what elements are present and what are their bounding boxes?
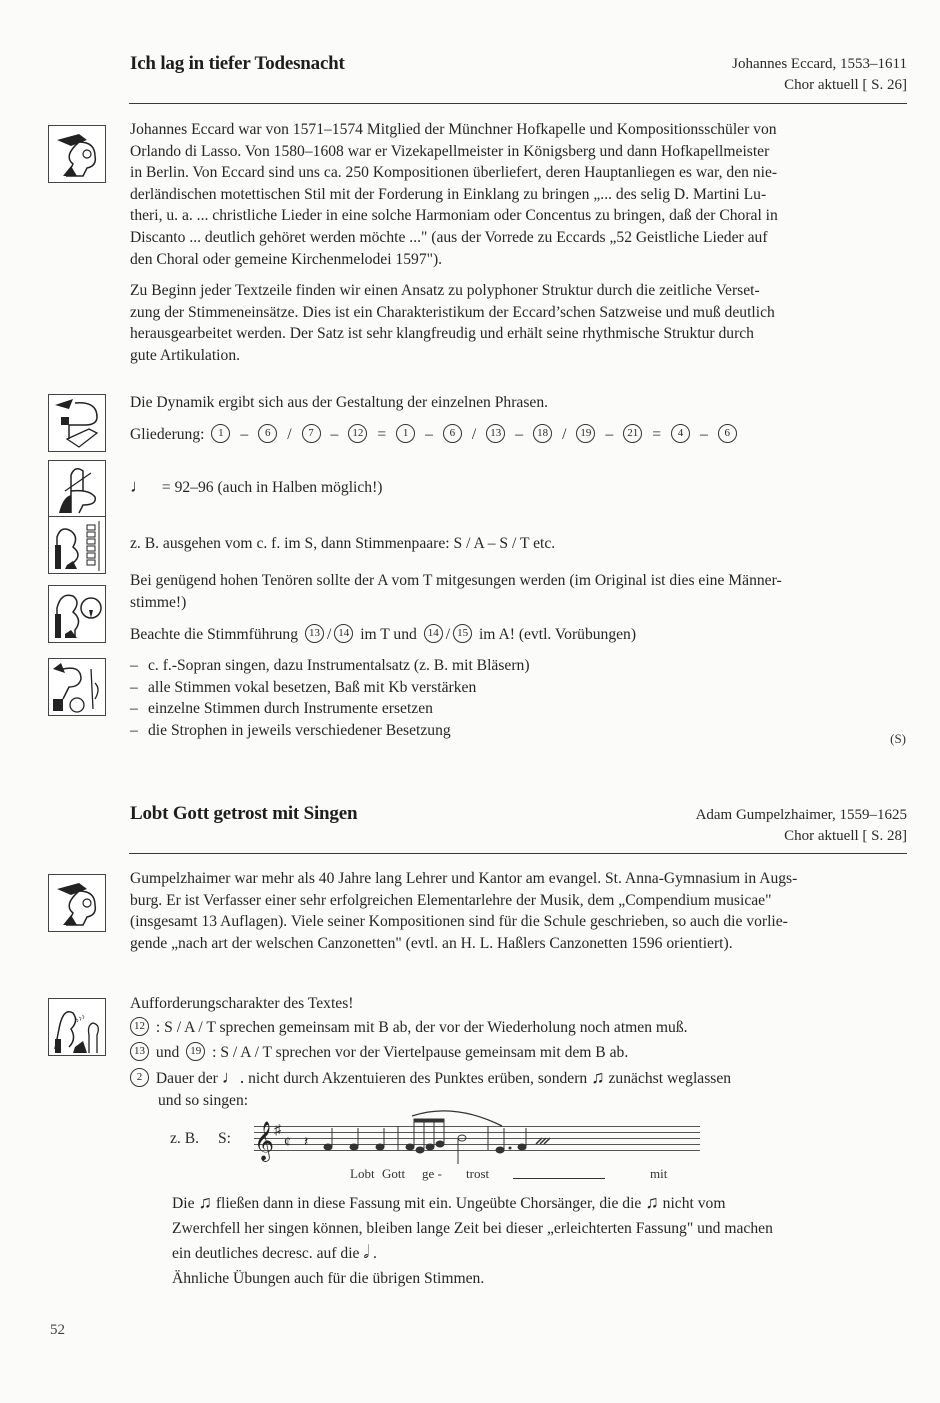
dotted-quarter-note-icon: ♩.: [221, 1067, 245, 1087]
text-span: im A! (evtl. Vorübungen): [478, 626, 637, 643]
speech-item: [130, 1067, 908, 1090]
melisma-line: [513, 1178, 605, 1179]
text-line: Johannes Eccard war von 1571–1574 Mitglied der Münchner Hofkapelle und Kompositionsschüler von: [130, 121, 777, 138]
bar-number-badge: 21: [623, 424, 642, 443]
text-line: Discanto ... deutlich gehöret werden möchte ..." (aus der Vorrede zu Eccards „52 Geistliche Lieder auf: [130, 228, 768, 246]
composer-portrait-icon: [48, 874, 106, 932]
note: [496, 1147, 504, 1153]
speech-item: [130, 1017, 908, 1039]
lyric-syllable: ge -: [422, 1166, 442, 1181]
range-dash: –: [515, 426, 524, 443]
list-item-text: c. f.-Sopran singen, dazu Instrumentalsatz (z. B. mit Bläsern): [148, 657, 530, 674]
note: [518, 1144, 526, 1150]
note: [350, 1144, 358, 1150]
list-item: – alle Stimmen vokal besetzen, Baß mit Kb verstärken: [130, 678, 477, 696]
bar-number-badge: 13: [130, 1042, 149, 1061]
text-line: theri, u. a. ... christliche Lieder in eine solche Harmoniam oder Concentus zu bringen, daß der Choral in: [130, 207, 778, 225]
list-item: – die Strophen in jeweils verschiedener Besetzung: [130, 721, 451, 739]
singer-face-icon: [48, 585, 106, 643]
voice-label: S:: [218, 1130, 232, 1147]
group-separator: =: [652, 426, 661, 443]
text-span: nicht vom: [662, 1195, 726, 1212]
composer-portrait-icon: [48, 125, 106, 183]
margin-marker: (S): [890, 731, 906, 746]
note: [416, 1147, 424, 1153]
group-separator: /: [287, 426, 292, 443]
list-item: – c. f.-Sopran singen, dazu Instrumentalsatz (z. B. mit Bläsern): [130, 657, 530, 674]
section-divider: [129, 853, 907, 854]
text-line: [172, 1192, 908, 1215]
bar-number-badge: 12: [348, 424, 367, 443]
half-note-icon: 𝅗𝅥: [363, 1242, 370, 1263]
lyric-syllable: mit: [650, 1166, 668, 1181]
tempo-marking: [130, 476, 908, 499]
lyric-syllable: Gott: [382, 1166, 406, 1181]
group-separator: /: [562, 426, 567, 443]
text-line: (insgesamt 13 Auflagen). Viele seiner Kompositionen sind für die Schule geschrieben, so auch die vorlie-: [130, 913, 788, 931]
composer-credit: Johannes Eccard, 1553–1611: [732, 56, 907, 72]
list-item-text: alle Stimmen vokal besetzen, Baß mit Kb verstärken: [148, 678, 477, 696]
treble-clef-icon: 𝄞: [254, 1121, 275, 1161]
intro-paragraph: [130, 119, 908, 270]
note: [406, 1144, 414, 1150]
bar-number-badge: 19: [186, 1042, 205, 1061]
bar-number-badge: 18: [533, 424, 552, 443]
bar-number-badge: 4: [671, 424, 690, 443]
bar-number-badge: 12: [130, 1017, 149, 1036]
note: [436, 1141, 444, 1147]
text-span: Beachte die Stimmführung: [130, 626, 299, 643]
sharp-icon: ♯: [274, 1123, 281, 1138]
speech-item-continued: und so singen:: [158, 1092, 249, 1109]
bar-number-badge: 1: [396, 424, 415, 443]
organ-pipes-icon: [48, 516, 106, 574]
bar-number-badge: 7: [302, 424, 321, 443]
text-line: Zwerchfell her singen können, bleiben lange Zeit bei dieser „erleichterten Fassung" und machen: [172, 1219, 773, 1237]
page-number: 52: [50, 1322, 65, 1338]
tenor-paragraph: [130, 570, 908, 613]
text-line: burg. Er ist Verfasser einer sehr erfolgreichen Elementarlehre der Musik, dem „Compendium musicae": [130, 891, 772, 909]
abbreviation-mark: [536, 1138, 550, 1144]
phrase-groups: [208, 426, 739, 443]
text-span: : S / A / T sprechen gemeinsam mit B ab, der vor der Wiederholung noch atmen muß.: [155, 1019, 688, 1036]
bar-number-badge: 13: [486, 424, 505, 443]
bar-number-badge: 14: [334, 624, 353, 643]
bar-number-badge: 19: [576, 424, 595, 443]
text-span: : S / A / T sprechen vor der Viertelpause gemeinsam mit dem B ab.: [212, 1044, 629, 1061]
slur: [412, 1111, 502, 1126]
range-dash: –: [700, 426, 708, 443]
text-line: derländischen motettischen Stil mit der Forderung in Einklang zu bringen „... des selig D. Martini Lu-: [130, 185, 767, 203]
note: [426, 1144, 434, 1150]
text-span: Dauer der: [155, 1070, 218, 1087]
text-line: den Choral oder gemeine Kirchenmelodei 1597").: [130, 250, 443, 268]
tempo-text: = 92–96 (auch in Halben möglich!): [161, 479, 383, 496]
quarter-note-icon: ♩: [130, 476, 148, 496]
intro-paragraph: [130, 868, 908, 954]
example-label: z. B.: [170, 1130, 200, 1147]
text-line: gende „nach art der welschen Canzonetten" (evtl. an H. L. Haßlers Canzonetten 1596 orientiert).: [130, 934, 733, 952]
eighth-notes-icon: ♫: [645, 1192, 659, 1212]
composer-credit: Adam Gumpelzhaimer, 1559–1625: [695, 807, 907, 823]
group-separator: =: [377, 426, 387, 443]
speech-item: [130, 1042, 908, 1064]
group-separator: /: [471, 426, 477, 443]
half-note: [458, 1135, 466, 1141]
conductor-gesture-icon: [48, 394, 106, 452]
text-span: Die: [172, 1195, 195, 1212]
text-line: Zu Beginn jeder Textzeile finden wir einen Ansatz zu polyphoner Struktur durch die zeitliche Verset-: [130, 282, 760, 299]
voice-leading-note: Beachte die Stimmführung 13 / 14 im T und 14 / 15 im A! (evtl. Vorübungen): [130, 624, 908, 646]
lyric-syllable: trost: [466, 1166, 490, 1181]
cut-time-icon: ¢: [284, 1135, 291, 1150]
range-dash: –: [425, 426, 433, 443]
lyric-syllable: Lobt: [350, 1166, 375, 1181]
text-line: Gumpelzhaimer war mehr als 40 Jahre lang Lehrer und Kantor am evangel. St. Anna-Gymnasium in Augs-: [130, 870, 798, 887]
text-line: Orlando di Lasso. Von 1580–1608 war er Vizekapellmeister in Königsberg und dann Hofkapellmeister: [130, 142, 770, 160]
beam: [414, 1119, 444, 1122]
instruments-icon: [48, 658, 106, 716]
range-dash: –: [240, 426, 249, 443]
text-line: zung der Stimmeneinsätze. Dies ist ein Charakteristikum der Eccard’schen Satzweise und muß deutlich: [130, 303, 775, 321]
svg-text:♪♪♪: ♪♪♪: [73, 1012, 87, 1025]
section-title: Ich lag in tiefer Todesnacht: [130, 53, 345, 74]
text-span: nicht durch Akzentuieren des Punktes erüben, sondern: [248, 1070, 588, 1087]
source-reference: Chor aktuell [ S. 26]: [784, 77, 907, 93]
bar-number-badge: 1: [211, 424, 230, 443]
eighth-notes-icon: ♫: [591, 1067, 605, 1087]
text-line: [172, 1242, 908, 1265]
list-item-text: einzelne Stimmen durch Instrumente ersetzen: [148, 700, 433, 718]
note: [376, 1144, 384, 1150]
range-dash: –: [330, 426, 339, 443]
performance-options: [130, 655, 908, 741]
text-span: ein deutliches decresc. auf die: [172, 1245, 360, 1263]
after-paragraph: [172, 1192, 908, 1289]
text-line: herausgearbeitet werden. Der Satz ist sehr klangfreudig und erhält seine rhythmische Struktur durch: [130, 325, 754, 343]
list-item: – einzelne Stimmen durch Instrumente ersetzen: [130, 700, 433, 718]
phrase-structure-label: Gliederung:: [130, 426, 205, 443]
voices-text: z. B. ausgehen vom c. f. im S, dann Stimmenpaare: S / A – S / T etc.: [130, 535, 556, 552]
text-line: Ähnliche Übungen auch für die übrigen Stimmen.: [172, 1269, 485, 1287]
music-example: [168, 1108, 728, 1188]
quarter-rest-icon: 𝄽: [304, 1135, 309, 1150]
speech-heading: Aufforderungscharakter des Textes!: [130, 995, 354, 1012]
text-line: Bei genügend hohen Tenören sollte der A vom T mitgesungen werden (im Original ist dies eine Männer-: [130, 572, 782, 589]
text-span: im T und: [360, 626, 417, 643]
structure-paragraph: [130, 280, 908, 366]
bar-number-badge: 6: [443, 424, 462, 443]
text-span: zunächst weglassen: [608, 1070, 732, 1087]
note: [324, 1144, 332, 1150]
phrase-structure: [130, 424, 908, 446]
text-span: und: [155, 1044, 180, 1061]
text-span: .: [373, 1245, 377, 1263]
dot: [509, 1147, 511, 1149]
dynamics-text: Die Dynamik ergibt sich aus der Gestaltung der einzelnen Phrasen.: [130, 394, 549, 411]
section-title: Lobt Gott getrost mit Singen: [130, 803, 358, 824]
section-divider: [129, 103, 907, 104]
bar-number-badge: 6: [718, 424, 737, 443]
notation-svg: [254, 1108, 700, 1168]
bar-number-badge: 6: [258, 424, 277, 443]
metronome-figure-icon: [48, 460, 106, 518]
eighth-notes-icon: ♫: [198, 1192, 212, 1212]
text-line: gute Artikulation.: [130, 346, 241, 364]
range-dash: –: [605, 426, 614, 443]
text-line: stimme!): [130, 593, 187, 611]
bar-number-badge: 2: [130, 1068, 149, 1087]
bar-number-badge: 13: [305, 624, 324, 643]
list-item-text: die Strophen in jeweils verschiedener Besetzung: [148, 721, 451, 739]
bar-number-badge: 14: [424, 624, 443, 643]
text-line: in Berlin. Von Eccard sind uns ca. 250 Kompositionen überliefert, deren Hauptanliegen es war, den nie-: [130, 164, 778, 182]
speaking-hand-icon: [48, 998, 106, 1056]
text-span: fließen dann in diese Fassung mit ein. Ungeübte Chorsänger, die die: [215, 1195, 642, 1212]
bar-number-badge: 15: [453, 624, 472, 643]
source-reference: Chor aktuell [ S. 28]: [784, 828, 907, 844]
